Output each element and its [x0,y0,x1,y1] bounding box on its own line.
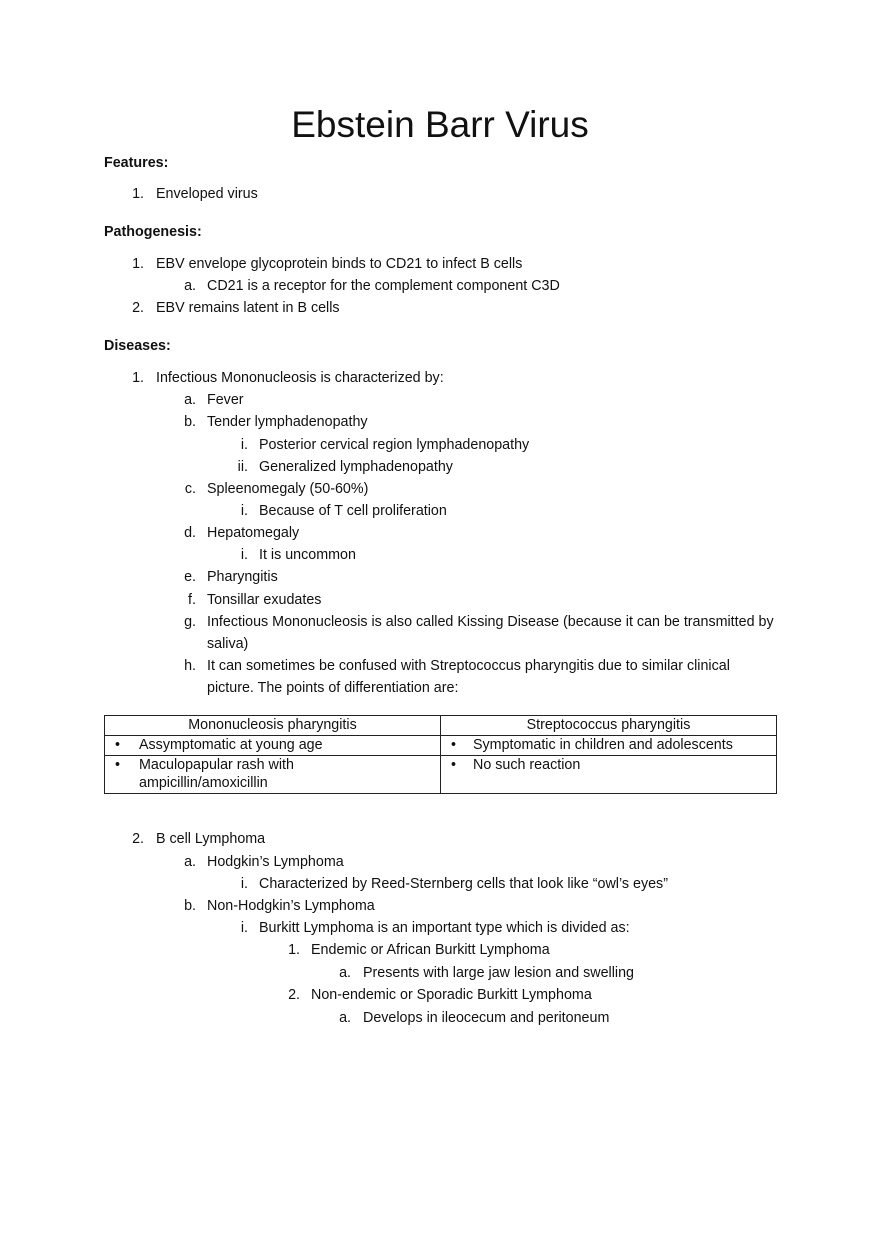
list-marker: ii. [237,459,248,475]
features-heading: Features: [104,155,169,171]
list-text: Non-endemic or Sporadic Burkitt Lymphoma [311,987,592,1003]
list-text: Spleenomegaly (50-60%) [207,481,369,497]
list-marker: d. [184,525,196,541]
list-text: Tonsillar exudates [207,592,322,608]
bullet-icon: • [115,737,121,753]
list-text: EBV remains latent in B cells [156,300,340,316]
list-marker: 1. [132,186,144,202]
table-header-mononucleosis: Mononucleosis pharyngitis [105,716,441,736]
list-text: Infectious Mononucleosis is also called Kissing Disease (because it can be transmitted by [207,614,774,630]
list-text: saliva) [207,636,249,652]
list-text: Generalized lymphadenopathy [259,459,453,475]
list-text: Infectious Mononucleosis is characterized by: [156,370,444,386]
list-text: Fever [207,392,244,408]
list-text: Presents with large jaw lesion and swelling [363,965,634,981]
cell-text: Symptomatic in children and adolescents [473,737,733,753]
list-marker: h. [184,658,196,674]
list-marker: 2. [288,987,300,1003]
list-marker: a. [339,1010,351,1026]
list-text: Enveloped virus [156,186,258,202]
list-marker: 1. [132,370,144,386]
list-text: Develops in ileocecum and peritoneum [363,1010,610,1026]
list-marker: i. [240,503,248,519]
list-text: Characterized by Reed-Sternberg cells that look like “owl’s eyes” [259,876,668,892]
list-text: Pharyngitis [207,569,278,585]
list-marker: e. [184,569,196,585]
table-row [105,736,777,756]
list-text: Because of T cell proliferation [259,503,447,519]
cell-text: Maculopapular rash with ampicillin/amoxicillin [139,757,294,791]
list-text: EBV envelope glycoprotein binds to CD21 to infect B cells [156,256,523,272]
list-text: B cell Lymphoma [156,831,266,847]
list-marker: g. [184,614,196,630]
list-marker: a. [339,965,351,981]
bullet-icon: • [451,737,457,753]
list-marker: 2. [132,300,144,316]
list-marker: b. [184,414,196,430]
list-text: Endemic or African Burkitt Lymphoma [311,942,550,958]
list-text: picture. The points of differentiation are: [207,680,459,696]
list-marker: c. [184,481,196,497]
page-title: Ebstein Barr Virus [291,104,589,145]
list-text: It is uncommon [259,547,356,563]
list-text: Posterior cervical region lymphadenopathy [259,437,530,453]
list-marker: i. [240,920,248,936]
list-marker: 2. [132,831,144,847]
pathogenesis-heading: Pathogenesis: [104,224,202,240]
list-text: Tender lymphadenopathy [207,414,368,430]
diseases-heading: Diseases: [104,338,171,354]
list-marker: a. [184,854,196,870]
list-marker: b. [184,898,196,914]
list-text: Non-Hodgkin’s Lymphoma [207,898,375,914]
table-cell [441,756,777,794]
list-marker: a. [184,278,196,294]
list-marker: i. [240,547,248,563]
list-marker: i. [240,437,248,453]
table-cell [105,756,441,794]
list-marker: i. [240,876,248,892]
cell-text: Assymptomatic at young age [139,737,323,753]
cell-text: No such reaction [473,757,581,773]
table-header-row [105,716,777,736]
list-marker: a. [184,392,196,408]
table-header-streptococcus: Streptococcus pharyngitis [441,716,777,736]
list-text: CD21 is a receptor for the complement component C3D [207,278,560,294]
list-marker: f. [188,592,196,608]
table-cell [105,736,441,756]
list-text: Hodgkin’s Lymphoma [207,854,344,870]
list-text: Hepatomegaly [207,525,300,541]
list-marker: 1. [288,942,300,958]
list-text: It can sometimes be confused with Streptococcus pharyngitis due to similar clinical [207,658,730,674]
comparison-table [104,715,777,794]
list-marker: 1. [132,256,144,272]
table-cell [441,736,777,756]
bullet-icon: • [451,757,457,773]
list-text: Burkitt Lymphoma is an important type which is divided as: [259,920,630,936]
table-row [105,756,777,794]
bullet-icon: • [115,757,121,773]
